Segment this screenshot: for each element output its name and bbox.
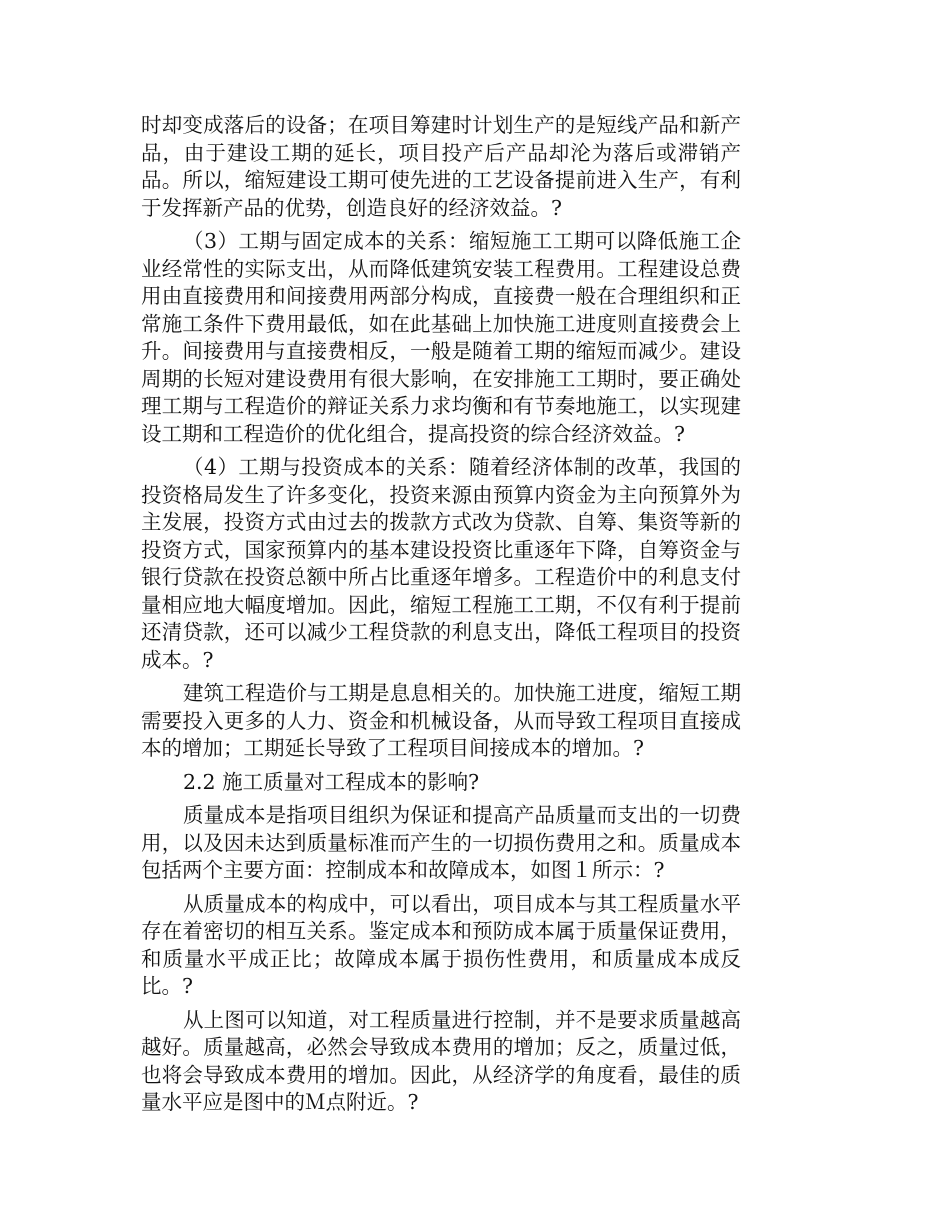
- paragraph-investment-cost: （4）工期与投资成本的关系：随着经济体制的改革，我国的投资格局发生了许多变化，投资来源由预算内资金为主向预算外为主发展，投资方式由过去的拨款方式改为贷款、自筹、集资等新的投资方式，国家预算内的基本建设投资比重逐年下降，自筹资金与银行贷款在投资总额中所占比重逐年增多。工程造价中的利息支付量相应地大幅度增加。因此，缩短工程施工工期，不仅有利于提前还清贷款，还可以减少工程贷款的利息支出，降低工程项目的投资成本。?: [141, 455, 741, 672]
- paragraph-quality-cost-relation: 从质量成本的构成中，可以看出，项目成本与其工程质量水平存在着密切的相互关系。鉴定成本和预防成本属于质量保证费用，和质量水平成正比；故障成本属于损伤性费用，和质量成本成反比。?: [141, 891, 741, 998]
- paragraph-optimal-quality: 从上图可以知道，对工程质量进行控制，并不是要求质量越高越好。质量越高，必然会导致成本费用的增加；反之，质量过低，也将会导致成本费用的增加。因此，从经济学的角度看，最佳的质量水平应是图中的Ｍ点附近。?: [141, 1007, 741, 1114]
- paragraph-equipment-obsolescence: 时却变成落后的设备；在项目筹建时计划生产的是短线产品和新产品，由于建设工期的延长，项目投产后产品却沦为落后或滞销产品。所以，缩短建设工期可使先进的工艺设备提前进入生产，有利于发挥新产品的优势，创造良好的经济效益。?: [141, 113, 741, 220]
- document-body: [141, 112, 741, 1123]
- paragraph-cost-schedule-summary: 建筑工程造价与工期是息息相关的。加快施工进度，缩短工期需要投入更多的人力、资金和机械设备，从而导致工程项目直接成本的增加；工期延长导致了工程项目间接成本的增加。?: [141, 681, 741, 760]
- paragraph-quality-cost-definition: 质量成本是指项目组织为保证和提高产品质量而支出的一切费用，以及因未达到质量标准而产生的一切损伤费用之和。质量成本包括两个主要方面：控制成本和故障成本，如图１所示：?: [141, 803, 741, 882]
- paragraph-fixed-cost: （3）工期与固定成本的关系：缩短施工工期可以降低施工企业经常性的实际支出，从而降低建筑安装工程费用。工程建设总费用由直接费用和间接费用两部分构成，直接费一般在合理组织和正常施工条件下费用最低，如在此基础上加快施工进度则直接费会上升。间接费用与直接费相反，一般是随着工期的缩短而减少。建设周期的长短对建设费用有很大影响，在安排施工工期时，要正确处理工期与工程造价的辩证关系力求均衡和有节奏地施工，以实现建设工期和工程造价的优化组合，提高投资的综合经济效益。?: [141, 229, 741, 446]
- section-heading-quality: 2.2 施工质量对工程成本的影响?: [183, 769, 480, 794]
